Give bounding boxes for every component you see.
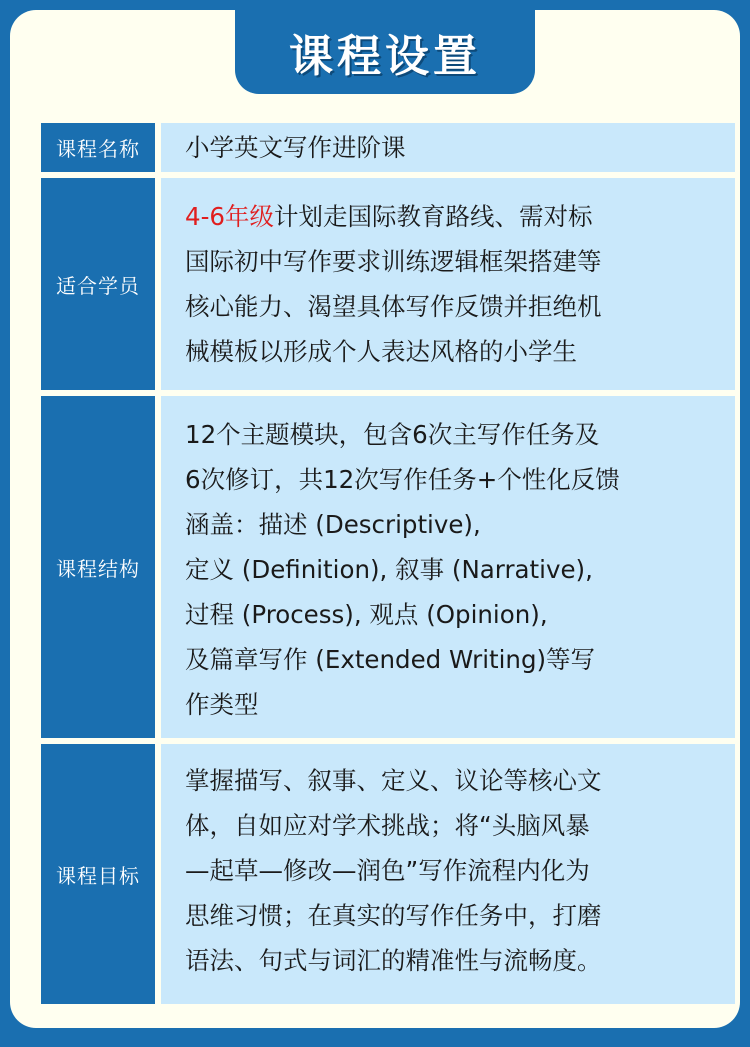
text-line: 思维习惯；在真实的写作任务中，打磨 [185, 901, 602, 930]
text-line: 作类型 [185, 690, 259, 719]
text-line: 6次修订，共12次写作任务+个性化反馈 [185, 465, 620, 494]
row-course-name [41, 123, 735, 172]
row-course-structure [41, 396, 735, 738]
text-line: 过程 (Process), 观点 (Opinion), [185, 600, 548, 629]
text-line: 及篇章写作 (Extended Writing)等写 [185, 645, 596, 674]
target-students-value [161, 178, 735, 390]
text-line: 体，自如应对学术挑战；将“头脑风暴 [185, 811, 590, 840]
text-line: 核心能力、渴望具体写作反馈并拒绝机 [185, 292, 602, 321]
content-card [10, 10, 740, 1028]
text-line: 涵盖：描述 (Descriptive), [185, 510, 481, 539]
course-name-value: 小学英文写作进阶课 [161, 123, 735, 172]
text-line: 械模板以形成个人表达风格的小学生 [185, 337, 577, 366]
row-label: 课程结构 [41, 396, 155, 738]
text-line [185, 194, 727, 239]
text-line: 12个主题模块，包含6次主写作任务及 [185, 420, 600, 449]
row-label: 课程目标 [41, 744, 155, 1004]
row-target-students [41, 178, 735, 390]
text-line: —起草—修改—润色”写作流程内化为 [185, 856, 590, 885]
page-title: 课程设置 [289, 31, 481, 82]
course-goals-value [161, 744, 735, 1004]
text-line: 定义 (Definition), 叙事 (Narrative), [185, 555, 593, 584]
row-course-goals [41, 744, 735, 1004]
text-line: 国际初中写作要求训练逻辑框架搭建等 [185, 247, 602, 276]
row-label: 课程名称 [41, 123, 155, 172]
text-line: 掌握描写、叙事、定义、议论等核心文 [185, 766, 602, 795]
title-tab [235, 10, 535, 94]
grade-highlight: 4-6年级 [185, 202, 275, 231]
course-table [41, 123, 735, 1010]
row-label: 适合学员 [41, 178, 155, 390]
course-structure-value [161, 396, 735, 738]
text-span: 计划走国际教育路线、需对标 [274, 202, 593, 231]
text-line: 语法、句式与词汇的精准性与流畅度。 [185, 946, 602, 975]
